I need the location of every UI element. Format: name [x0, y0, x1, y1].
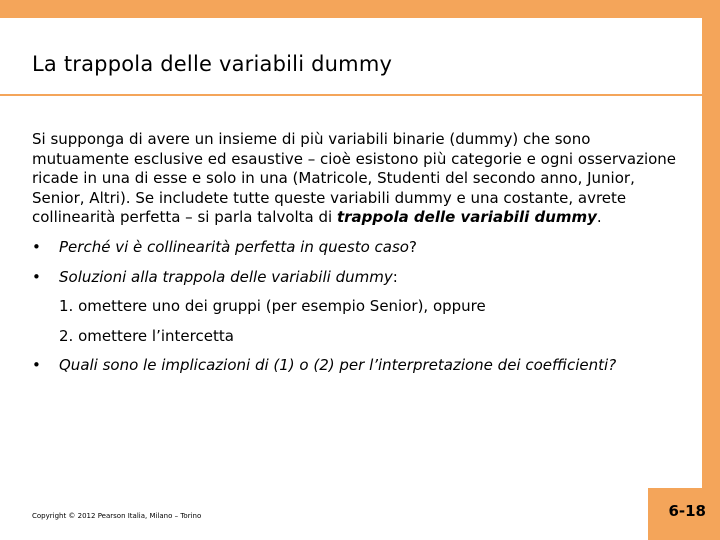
bullet-item-collinearity	[32, 238, 687, 258]
slide	[0, 18, 702, 540]
subitem-omit-intercept: 2. omettere l’intercetta	[59, 326, 234, 345]
bullet-suffix: :	[392, 267, 398, 286]
bullet-text: Soluzioni alla trappola delle variabili dummy	[59, 267, 393, 286]
subitem-omit-group: 1. omettere uno dei gruppi (per esempio Senior), oppure	[59, 297, 486, 316]
intro-end: .	[596, 208, 602, 227]
bullet-dot-icon: •	[32, 267, 41, 286]
bullet-suffix: ?	[408, 237, 417, 256]
intro-emphasis: trappola delle variabili dummy	[336, 208, 597, 227]
copyright-footer: Copyright © 2012 Pearson Italia, Milano – Torino	[32, 512, 202, 520]
intro-text: Si supponga di avere un insieme di più variabili binarie (dummy) che sono mutuamente esclusive ed esaustive – cioè esistono più categorie e ogni osservazione ricade in una di esse e solo in una (Matricole, Studenti del secondo anno, Junior, Senior, Altri). Se includete tutte queste variabili dummy e una costante, avrete collinearità perfetta – si parla talvolta di	[32, 130, 677, 227]
bullet-text: Perché vi è collinearità perfetta in questo caso	[59, 237, 409, 256]
intro-paragraph	[32, 130, 687, 228]
bullet-text: Quali sono le implicazioni di (1) o (2) per l’interpretazione dei coefficienti?	[59, 356, 617, 375]
bullet-dot-icon: •	[32, 237, 41, 256]
page-number: 6-18	[668, 502, 706, 520]
title-divider	[0, 94, 702, 96]
bullet-item-solutions	[32, 268, 687, 288]
bullet-item-implications	[32, 356, 687, 376]
slide-body	[32, 130, 687, 376]
slide-title: La trappola delle variabili dummy	[32, 52, 393, 76]
bullet-dot-icon: •	[32, 356, 41, 375]
